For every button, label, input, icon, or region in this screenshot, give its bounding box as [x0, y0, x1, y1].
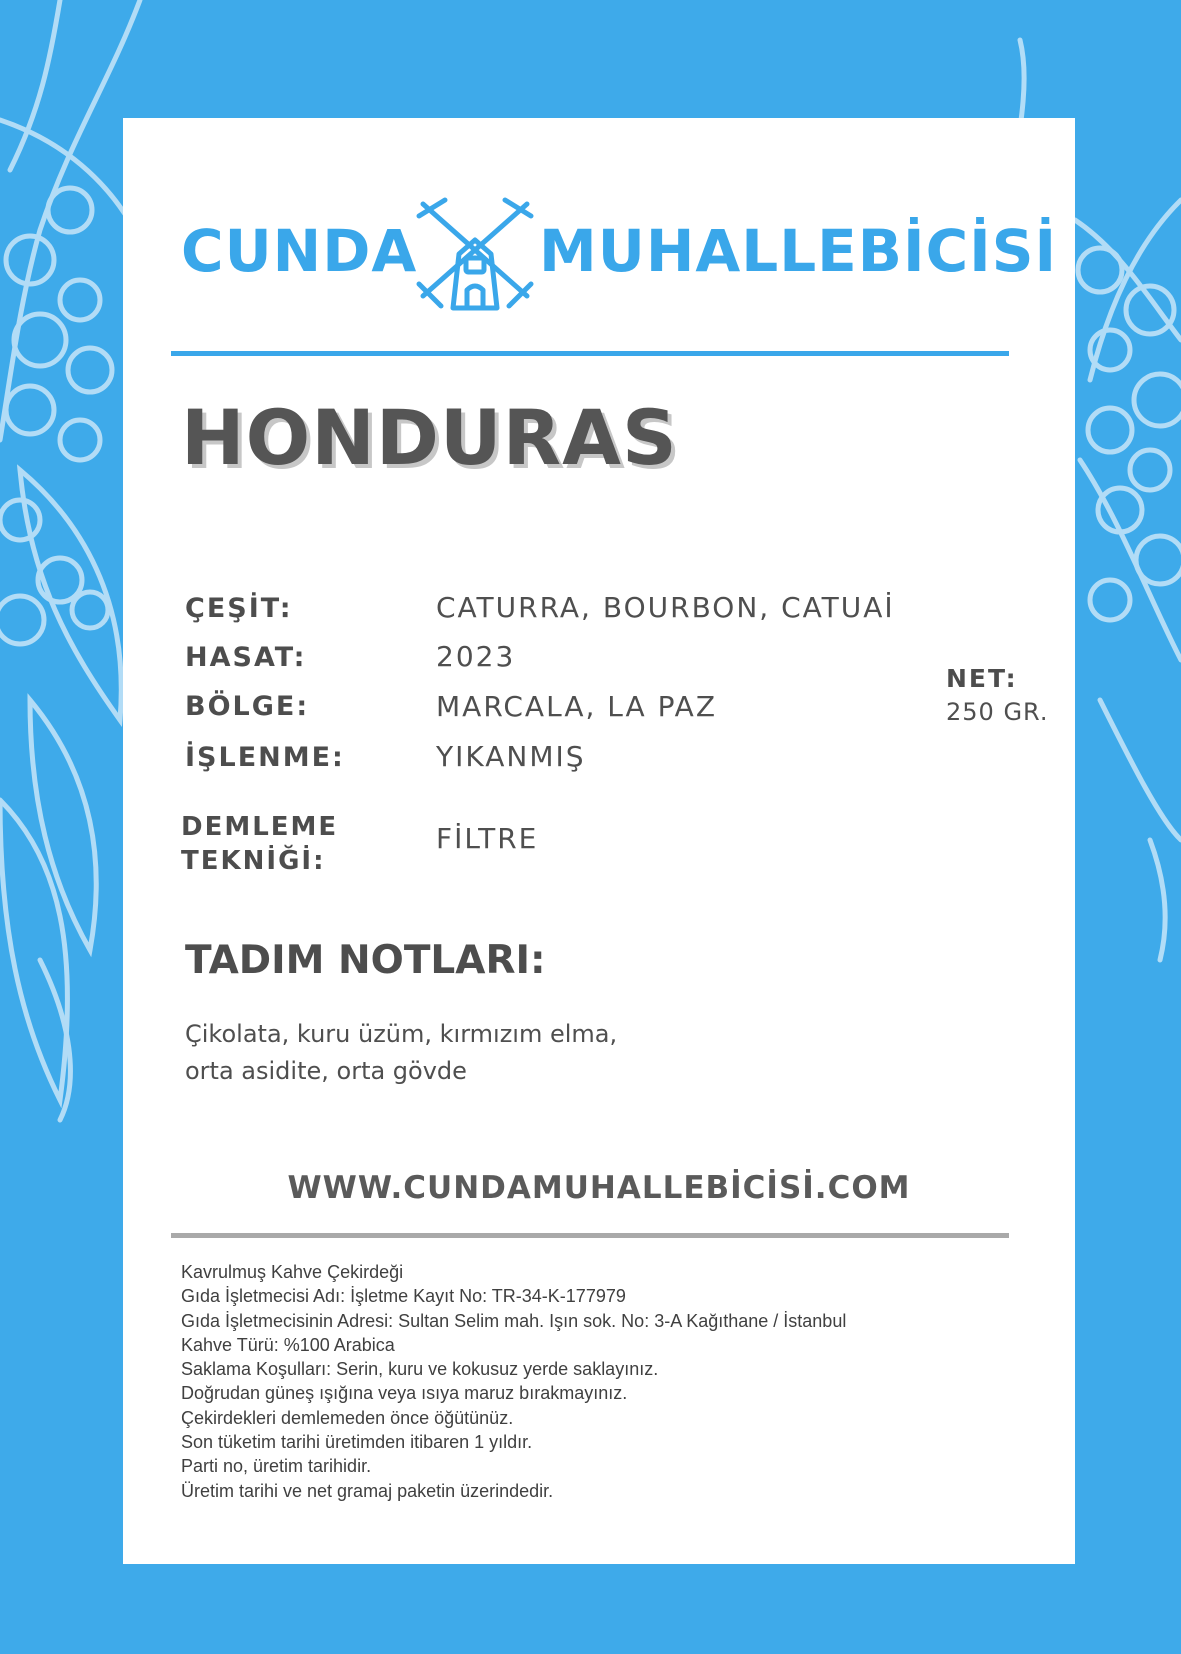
spec-label-region: BÖLGE: [185, 691, 310, 722]
header-divider [171, 351, 1009, 356]
tasting-notes-text [185, 1016, 617, 1090]
brew-label-line2: TEKNİĞİ: [181, 846, 326, 876]
brew-label-line1: DEMLEME [181, 812, 339, 842]
brand-name-left: CUNDA [181, 217, 418, 285]
legal-line: Son tüketim tarihi üretimden itibaren 1 yıldır. [181, 1432, 533, 1453]
website-url: WWW.CUNDAMUHALLEBİCİSİ.COM [287, 1170, 911, 1206]
tasting-notes-heading: TADIM NOTLARI: [185, 938, 546, 983]
windmill-icon [415, 196, 535, 314]
spec-label-brew-method [181, 810, 338, 878]
legal-line: Doğrudan güneş ışığına veya ısıya maruz bırakmayınız. [181, 1383, 628, 1404]
spec-value-region: MARCALA, LA PAZ [436, 690, 718, 723]
spec-value-harvest: 2023 [436, 640, 516, 673]
brand-logo [181, 196, 1058, 316]
spec-value-variety: CATURRA, BOURBON, CATUAİ [436, 591, 895, 624]
spec-value-brew-method: FİLTRE [436, 822, 539, 855]
spec-value-process: YIKANMIŞ [436, 740, 586, 773]
legal-info [181, 1260, 846, 1503]
legal-line: Üretim tarihi ve net gramaj paketin üzerindedir. [181, 1480, 554, 1501]
legal-line: Saklama Koşulları: Serin, kuru ve kokusuz yerde saklayınız. [181, 1359, 659, 1380]
footer-divider [171, 1233, 1009, 1238]
spec-label-process: İŞLENME: [185, 742, 345, 773]
product-title: HONDURAS [181, 393, 678, 482]
spec-label-variety: ÇEŞİT: [185, 593, 293, 624]
brand-name-right: MUHALLEBİCİSİ [539, 217, 1058, 285]
legal-line: Parti no, üretim tarihidir. [181, 1456, 372, 1477]
net-weight-value: 250 GR. [946, 698, 1049, 726]
product-label-card [123, 118, 1075, 1564]
legal-line: Kahve Türü: %100 Arabica [181, 1334, 395, 1355]
spec-label-harvest: HASAT: [185, 642, 307, 673]
legal-line: Çekirdekleri demlemeden önce öğütünüz. [181, 1407, 514, 1428]
legal-line: Kavrulmuş Kahve Çekirdeği [181, 1262, 404, 1282]
tasting-notes-line2: orta asidite, orta gövde [185, 1057, 467, 1085]
legal-line: Gıda İşletmecisi Adı: İşletme Kayıt No: TR-34-K-177979 [181, 1286, 626, 1307]
legal-line: Gıda İşletmecisinin Adresi: Sultan Selim mah. Işın sok. No: 3-A Kağıthane / İstanbul [181, 1310, 847, 1331]
net-weight-label: NET: [946, 664, 1018, 693]
tasting-notes-line1: Çikolata, kuru üzüm, kırmızım elma, [185, 1020, 618, 1048]
